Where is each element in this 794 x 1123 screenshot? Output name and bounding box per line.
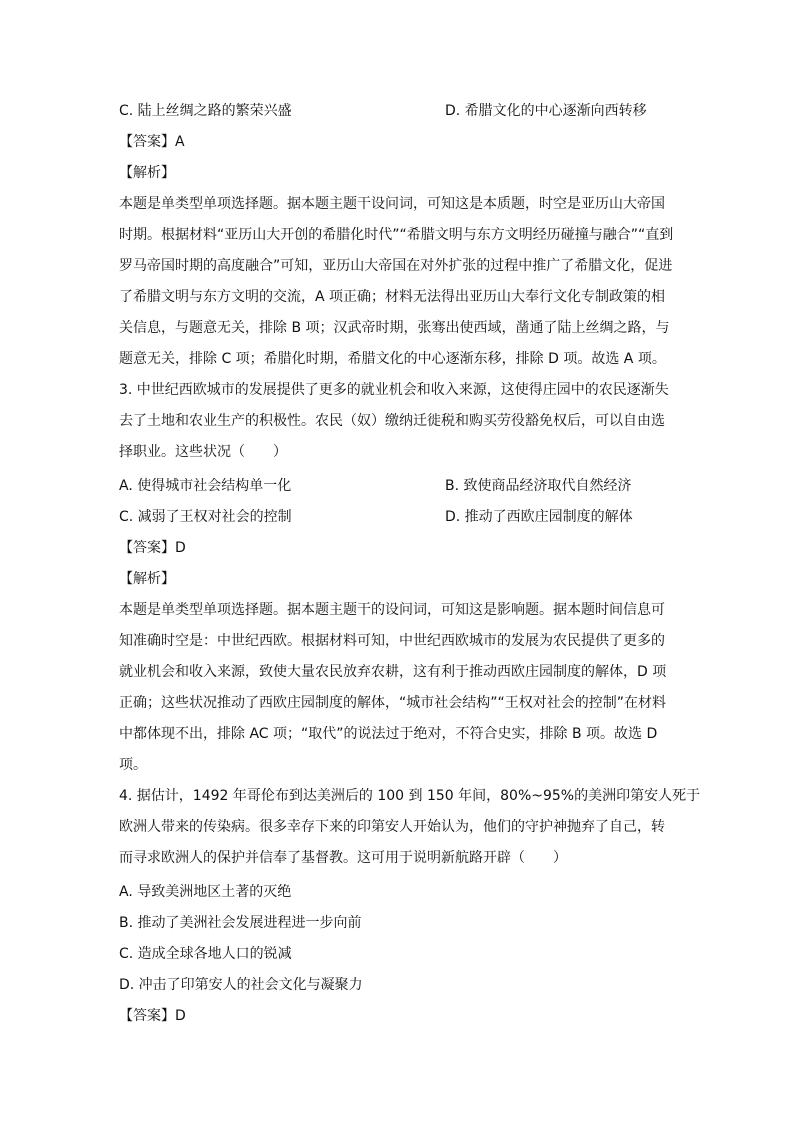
q4-stem-line: 4. 据估计，1492 年哥伦布到达美洲后的 100 到 150 年间，80%~95%的美洲印第安人死于 (119, 788, 701, 804)
q4-option-d: D. 冲击了印第安人的社会文化与凝聚力 (119, 977, 363, 993)
q4-option-b: B. 推动了美洲社会发展进程进一步向前 (119, 915, 362, 931)
q4-option-a: A. 导致美洲地区土著的灭绝 (119, 884, 292, 900)
q3-analysis-heading: 【解析】 (119, 571, 175, 587)
q4-stem-line: 而寻求欧洲人的保护并信奉了基督教。这可用于说明新航路开辟（ ） (119, 850, 567, 866)
q2-analysis-line: 本题是单类型单项选择题。据本题主题干设问词，可知这是本质题，时空是亚历山大帝国 (119, 196, 665, 212)
q3-stem-line: 3. 中世纪西欧城市的发展提供了更多的就业机会和收入来源，这使得庄园中的农民逐渐失 (119, 382, 669, 398)
q2-option-d: D. 希腊文化的中心逐渐向西转移 (445, 103, 647, 119)
q2-option-c: C. 陆上丝绸之路的繁荣兴盛 (119, 103, 292, 119)
q3-analysis-line: 项。 (119, 757, 147, 773)
q3-option-a: A. 使得城市社会结构单一化 (119, 478, 292, 494)
q3-analysis-line: 知准确时空是：中世纪西欧。根据材料可知，中世纪西欧城市的发展为农民提供了更多的 (119, 633, 665, 649)
q3-option-c: C. 减弱了王权对社会的控制 (119, 509, 292, 525)
q3-analysis-line: 就业机会和收入来源，致使大量农民放弃农耕，这有利于推动西欧庄园制度的解体，D 项 (119, 664, 667, 680)
q3-stem-line: 择职业。这些状况（ ） (119, 444, 287, 460)
q3-option-d: D. 推动了西欧庄园制度的解体 (445, 509, 633, 525)
q4-stem-line: 欧洲人带来的传染病。很多幸存下来的印第安人开始认为，他们的守护神抛弃了自己，转 (119, 819, 665, 835)
q4-answer: 【答案】D (119, 1008, 186, 1024)
q2-analysis-line: 了希腊文明与东方文明的交流，A 项正确；材料无法得出亚历山大奉行文化专制政策的相 (119, 289, 666, 305)
q3-option-b: B. 致使商品经济取代自然经济 (445, 478, 632, 494)
q2-analysis-line: 题意无关，排除 C 项；希腊化时期，希腊文化的中心逐渐东移，排除 D 项。故选 A 项。 (119, 351, 666, 367)
q2-analysis-heading: 【解析】 (119, 165, 175, 181)
q3-analysis-line: 本题是单类型单项选择题。据本题主题干的设问词，可知这是影响题。据本题时间信息可 (119, 602, 665, 618)
q3-answer: 【答案】D (119, 540, 186, 556)
q2-analysis-line: 时期。根据材料“亚历山大开创的希腊化时代”“希腊文明与东方文明经历碰撞与融合”“直到 (119, 227, 674, 243)
q3-analysis-line: 中都体现不出，排除 AC 项；“取代”的说法过于绝对，不符合史实，排除 B 项。故选 D (119, 726, 658, 742)
q3-stem-line: 去了土地和农业生产的积极性。农民（奴）缴纳迁徙税和购买劳役豁免权后，可以自由选 (119, 413, 665, 429)
q2-answer: 【答案】A (119, 134, 185, 150)
q3-analysis-line: 正确；这些状况推动了西欧庄园制度的解体，“城市社会结构”“王权对社会的控制”在材料 (119, 695, 667, 711)
q4-option-c: C. 造成全球各地人口的锐减 (119, 946, 292, 962)
q2-analysis-line: 关信息，与题意无关，排除 B 项；汉武帝时期，张骞出使西域，凿通了陆上丝绸之路，与 (119, 320, 670, 336)
q2-analysis-line: 罗马帝国时期的高度融合”可知，亚历山大帝国在对外扩张的过程中推广了希腊文化，促进 (119, 258, 673, 274)
